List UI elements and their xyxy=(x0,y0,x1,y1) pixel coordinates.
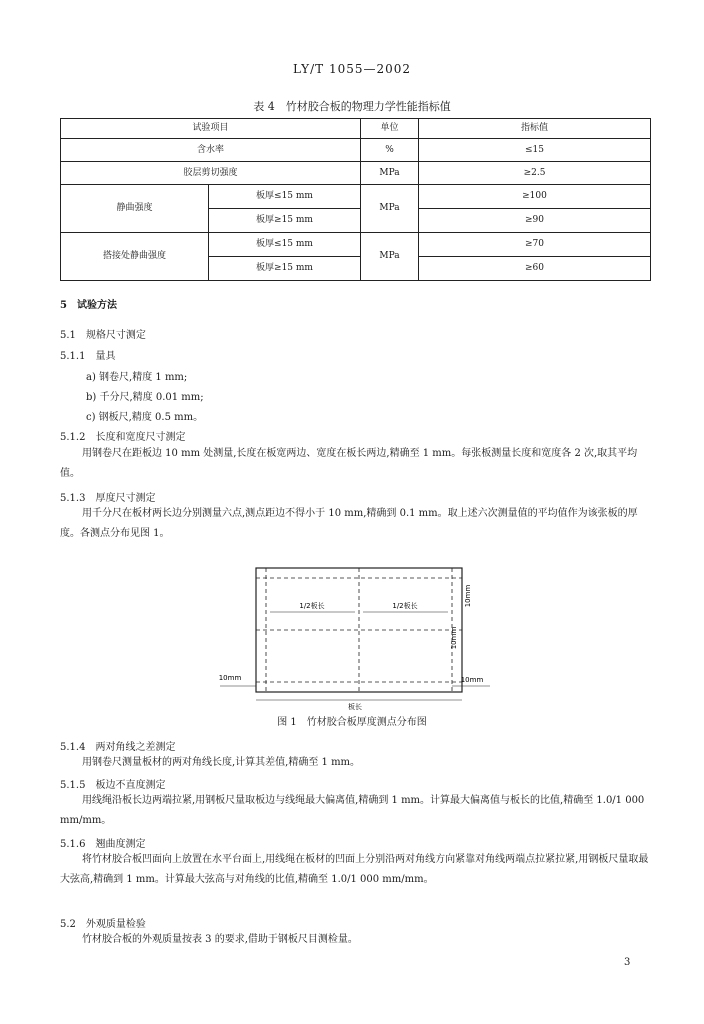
row-joint-label: 搭接处静曲强度 xyxy=(61,233,209,281)
paragraph-5-1-4: 用钢卷尺测量板材的两对角线长度,计算其差值,精确至 1 mm。 xyxy=(82,757,361,768)
paragraph-5-1-3: 用千分尺在板材两长边分别测量六点,测点距边不得小于 10 mm,精确到 0.1 mm。取上述六次测量值的平均值作为该张板的厚度。各测点分布见图 1。 xyxy=(60,508,638,539)
thickness-points-diagram xyxy=(200,556,500,712)
list-item: b) 千分尺,精度 0.01 mm; xyxy=(86,392,204,403)
left-margin-label: 10mm xyxy=(218,674,242,682)
table-title: 表 4 竹材胶合板的物理力学性能指标值 xyxy=(253,100,451,113)
page-number: 3 xyxy=(624,957,631,968)
row-shear-unit: MPa xyxy=(361,162,419,185)
section-5-heading: 5 试验方法 xyxy=(60,300,117,311)
header-unit: 单位 xyxy=(361,119,419,139)
row-moisture-unit: % xyxy=(361,139,419,162)
table-row xyxy=(61,162,651,185)
section-5-1-4-heading: 5.1.4 两对角线之差测定 xyxy=(60,742,176,753)
vertical-label-mid: 10mm xyxy=(450,626,458,650)
table-header-row xyxy=(61,119,651,139)
section-5-1-5-heading: 5.1.5 板边不直度测定 xyxy=(60,780,166,791)
half-length-label-left: 1/2板长 xyxy=(299,602,325,610)
length-label: 板长 xyxy=(348,703,362,711)
table-row xyxy=(61,185,651,209)
row-shear-label: 胶层剪切强度 xyxy=(61,162,361,185)
right-margin-label: 10mm xyxy=(460,676,484,684)
table-row xyxy=(61,139,651,162)
row-moisture-value: ≤15 xyxy=(419,139,651,162)
section-5-2-heading: 5.2 外观质量检验 xyxy=(60,919,146,930)
row-joint-cond-2: 板厚≥15 mm xyxy=(209,257,361,281)
paragraph-5-2: 竹材胶合板的外观质量按表 3 的要求,借助于钢板尺目测检量。 xyxy=(82,934,358,945)
row-static-value-1: ≥100 xyxy=(419,185,651,209)
row-joint-cond-1: 板厚≤15 mm xyxy=(209,233,361,257)
table-row xyxy=(61,233,651,257)
list-item: a) 钢卷尺,精度 1 mm; xyxy=(86,372,188,383)
standard-number: LY/T 1055—2002 xyxy=(292,62,412,76)
row-shear-value: ≥2.5 xyxy=(419,162,651,185)
half-length-label-right: 1/2板长 xyxy=(392,602,418,610)
row-static-unit: MPa xyxy=(361,185,419,233)
property-table xyxy=(60,118,651,281)
row-joint-unit: MPa xyxy=(361,233,419,281)
header-item: 试验项目 xyxy=(61,119,361,139)
paragraph-5-1-5: 用线绳沿板长边两端拉紧,用钢板尺量取板边与线绳最大偏离值,精确到 1 mm。计算最大偏离值与板长的比值,精确至 1.0/1 000 mm/mm。 xyxy=(60,795,645,826)
list-item: c) 钢板尺,精度 0.5 mm。 xyxy=(86,412,204,423)
paragraph-5-1-6: 将竹材胶合板凹面向上放置在水平台面上,用线绳在板材的凹面上分别沿两对角线方向紧靠对角线两端点拉紧拉紧,用钢板尺量取最大弦高,精确到 1 mm。计算最大弦高与对角线的比值,精确至 1.0/1 000 mm/mm。 xyxy=(60,854,649,885)
row-static-cond-2: 板厚≥15 mm xyxy=(209,209,361,233)
section-5-1-6-heading: 5.1.6 翘曲度测定 xyxy=(60,839,146,850)
figure-caption: 图 1 竹材胶合板厚度测点分布图 xyxy=(277,717,427,728)
header-value: 指标值 xyxy=(419,119,651,139)
section-5-1-2-heading: 5.1.2 长度和宽度尺寸测定 xyxy=(60,432,186,443)
section-5-1-heading: 5.1 规格尺寸测定 xyxy=(60,330,146,341)
row-joint-value-2: ≥60 xyxy=(419,257,651,281)
row-moisture-label: 含水率 xyxy=(61,139,361,162)
vertical-label-top: 10mm xyxy=(464,584,472,608)
row-static-cond-1: 板厚≤15 mm xyxy=(209,185,361,209)
row-static-label: 静曲强度 xyxy=(61,185,209,233)
section-5-1-1-heading: 5.1.1 量具 xyxy=(60,351,116,362)
section-5-1-3-heading: 5.1.3 厚度尺寸测定 xyxy=(60,493,156,504)
row-static-value-2: ≥90 xyxy=(419,209,651,233)
paragraph-5-1-2: 用钢卷尺在距板边 10 mm 处测量,长度在板宽两边、宽度在板长两边,精确至 1 mm。每张板测量长度和宽度各 2 次,取其平均值。 xyxy=(60,448,638,479)
row-joint-value-1: ≥70 xyxy=(419,233,651,257)
